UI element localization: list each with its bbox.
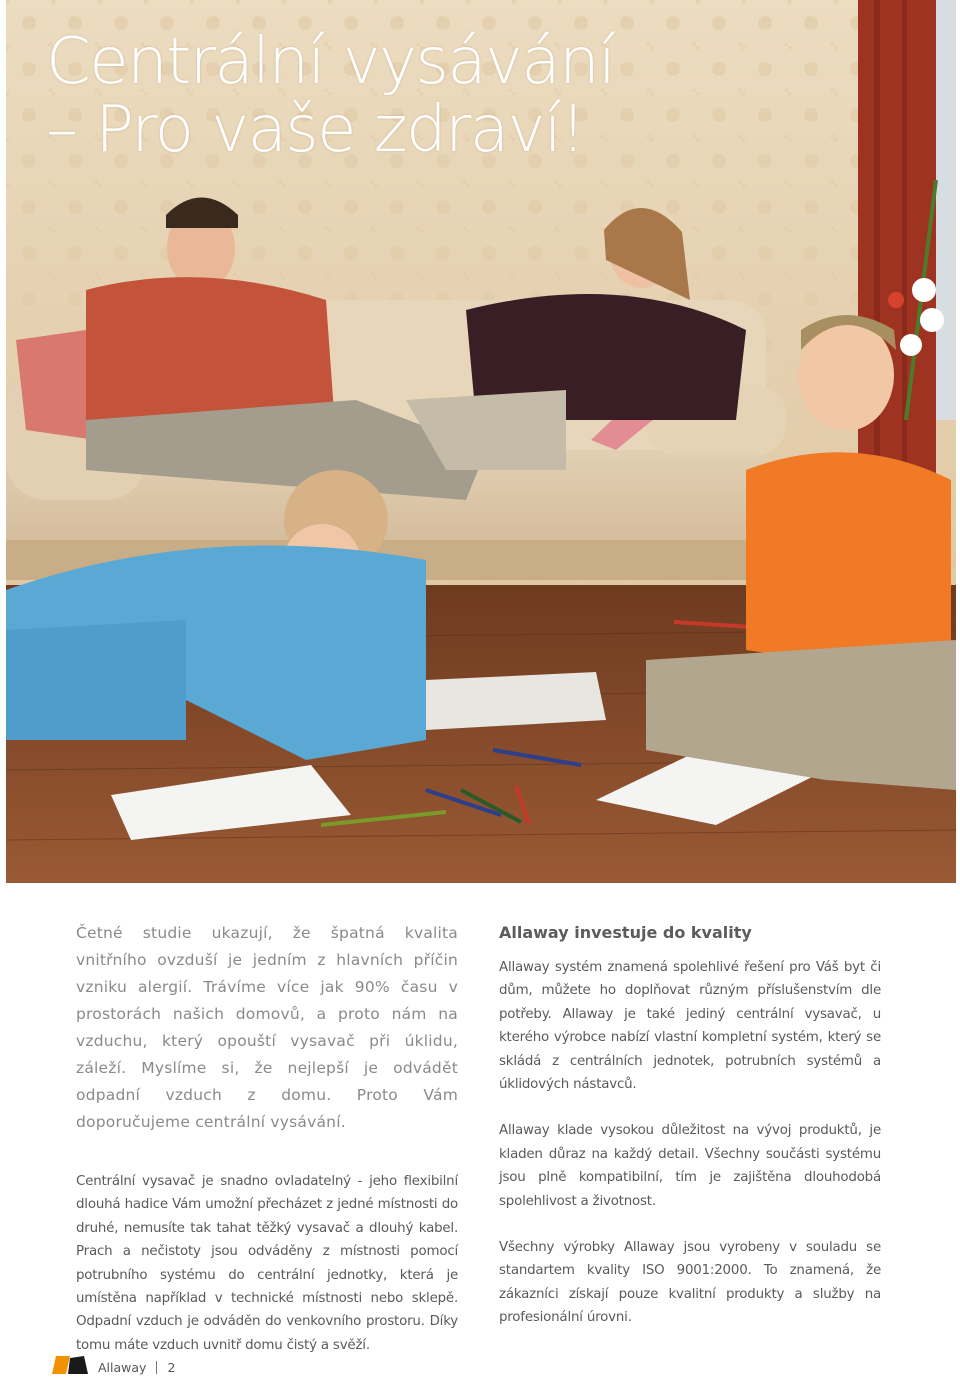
- section-title: Allaway investuje do kvality: [499, 923, 752, 942]
- footer-brand: Allaway: [98, 1359, 147, 1375]
- body-paragraph-1: Allaway systém znamená spolehlivé řešení pro Váš byt či dům, můžete ho doplňovat různým příslušenstvím dle potřeby. Allaway je také jediný centrální vysavač, u kterého výrobce nabízí vlastní kompletní systém, který se skládá z centrálních jednotek, potrubních systémů a úklidových nástavců.: [499, 960, 881, 1093]
- left-column: [76, 920, 458, 1357]
- allaway-logo-icon: [52, 1356, 88, 1378]
- page-number: 2: [167, 1359, 176, 1375]
- body-paragraph: Centrální vysavač je snadno ovladatelný - jeho flexibilní dlouhá hadice Vám umožní přecházet z jedné místnosti do druhé, nemusíte tak tahat těžký vysavač a dlouhý kabel. Prach a nečistoty jsou odváděny z místnosti pomocí potrubního systému do centrální jednotky, která je umístěna například v technické místnosti nebo sklepě. Odpadní vzduch je odváděn do venkovního prostoru. Díky tomu máte vzduch uvnitř domu čistý a svěží.: [76, 1174, 458, 1353]
- right-column: [499, 920, 881, 1330]
- lead-paragraph: Četné studie ukazují, že špatná kvalita vnitřního ovzduší je jedním z hlavních příčin vzniku alergií. Trávíme více jak 90% času v prostorách našich domovů, a proto nám na vzduchu, který opouští vysavač při úklidu, záleží. Myslíme si, že nejlepší je odvádět odpadní vzduch z domu. Proto Vám doporučujeme centrální vysávání.: [76, 924, 458, 1131]
- body-paragraph-3: Všechny výrobky Allaway jsou vyrobeny v souladu se standartem kvality ISO 9001:2000. To znamená, že zákazníci získají pouze kvalitní produkty a služby na profesionální úrovni.: [499, 1240, 881, 1326]
- footer-divider: [156, 1361, 157, 1374]
- headline: Centrální vysávání – Pro vaše zdraví!: [46, 25, 615, 167]
- body-paragraph-2: Allaway klade vysokou důležitost na vývoj produktů, je kladen důraz na každý detail. Všechny součásti systému jsou plně kompatibilní, tím je zajištěna dlouhodobá spolehlivost a životnost.: [499, 1123, 881, 1209]
- page-footer: [52, 1356, 175, 1378]
